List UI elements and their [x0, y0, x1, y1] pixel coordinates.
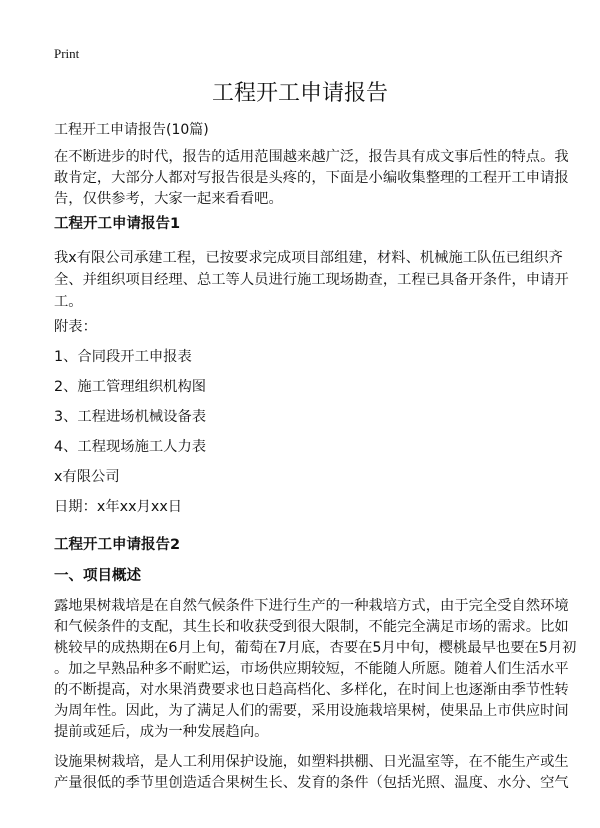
text-line: 设施果树栽培，是人工利用保护设施，如塑料拱棚、日光温室等，在不能生产或生: [54, 754, 569, 770]
section2-paragraph-1: [54, 596, 576, 743]
text-line: 告，仅供参考，大家一起来看看吧。: [54, 191, 283, 207]
text-line: 提前或延后，成为一种发展趋向。: [54, 724, 269, 740]
attachment-item: 4、工程现场施工人力表: [54, 439, 207, 455]
document-subtitle: 工程开工申请报告(10篇): [54, 122, 209, 138]
subheading-overview: 一、项目概述: [54, 568, 141, 584]
text-line: 的不断提高，对水果消费要求也日趋高档化、多样化，在时间上也逐渐由季节性转: [54, 682, 569, 698]
text-line: 我x有限公司承建工程，已按要求完成项目部组建，材料、机械施工队伍已组织齐: [54, 250, 563, 266]
text-line: 产量很低的季节里创造适合果树生长、发育的条件（包括光照、温度、水分、空气: [54, 775, 569, 791]
text-line: 露地果树栽培是在自然气候条件下进行生产的一种栽培方式，由于完全受自然环境: [54, 598, 569, 614]
section2-paragraph-2: [54, 752, 569, 794]
date-line: 日期：x年xx月xx日: [54, 499, 183, 515]
text-line: 全、并组织项目经理、总工等人员进行施工现场勘查，工程已具备开条件，申请开: [54, 272, 569, 288]
text-line: 工。: [54, 294, 83, 310]
section-heading-1: 工程开工申请报告1: [54, 216, 181, 232]
text-line: 为周年性。因此，为了满足人们的需要，采用设施栽培果树，使果品上市供应时间: [54, 703, 569, 719]
section1-paragraph: [54, 247, 569, 313]
attachment-item: 1、合同段开工申报表: [54, 349, 192, 365]
print-link[interactable]: Print: [54, 46, 80, 61]
text-line: 。加之早熟品种多不耐贮运，市场供应期较短，不能随人所愿。随着人们生活水平: [54, 661, 569, 677]
text-line: 和气候条件的支配，其生长和收获受到很大限制，不能完全满足市场的需求。比如: [54, 619, 569, 635]
text-line: 在不断进步的时代，报告的适用范围越来越广泛，报告具有成文事后性的特点。我: [54, 149, 569, 165]
section-heading-2: 工程开工申请报告2: [54, 537, 181, 553]
page-title: 工程开工申请报告: [211, 81, 388, 106]
text-line: 桃较早的成热期在6月上旬，葡萄在7月底，杏要在5月中旬，樱桃最早也要在5月初: [54, 640, 577, 656]
intro-paragraph: [54, 147, 569, 210]
attachment-item: 3、工程进场机械设备表: [54, 409, 207, 425]
attachments-label: 附表：: [54, 319, 97, 335]
attachment-item: 2、施工管理组织机构图: [54, 379, 207, 395]
text-line: 敢肯定，大部分人都对写报告很是头疼的，下面是小编收集整理的工程开工申请报: [54, 170, 569, 186]
company-name: x有限公司: [54, 469, 120, 485]
